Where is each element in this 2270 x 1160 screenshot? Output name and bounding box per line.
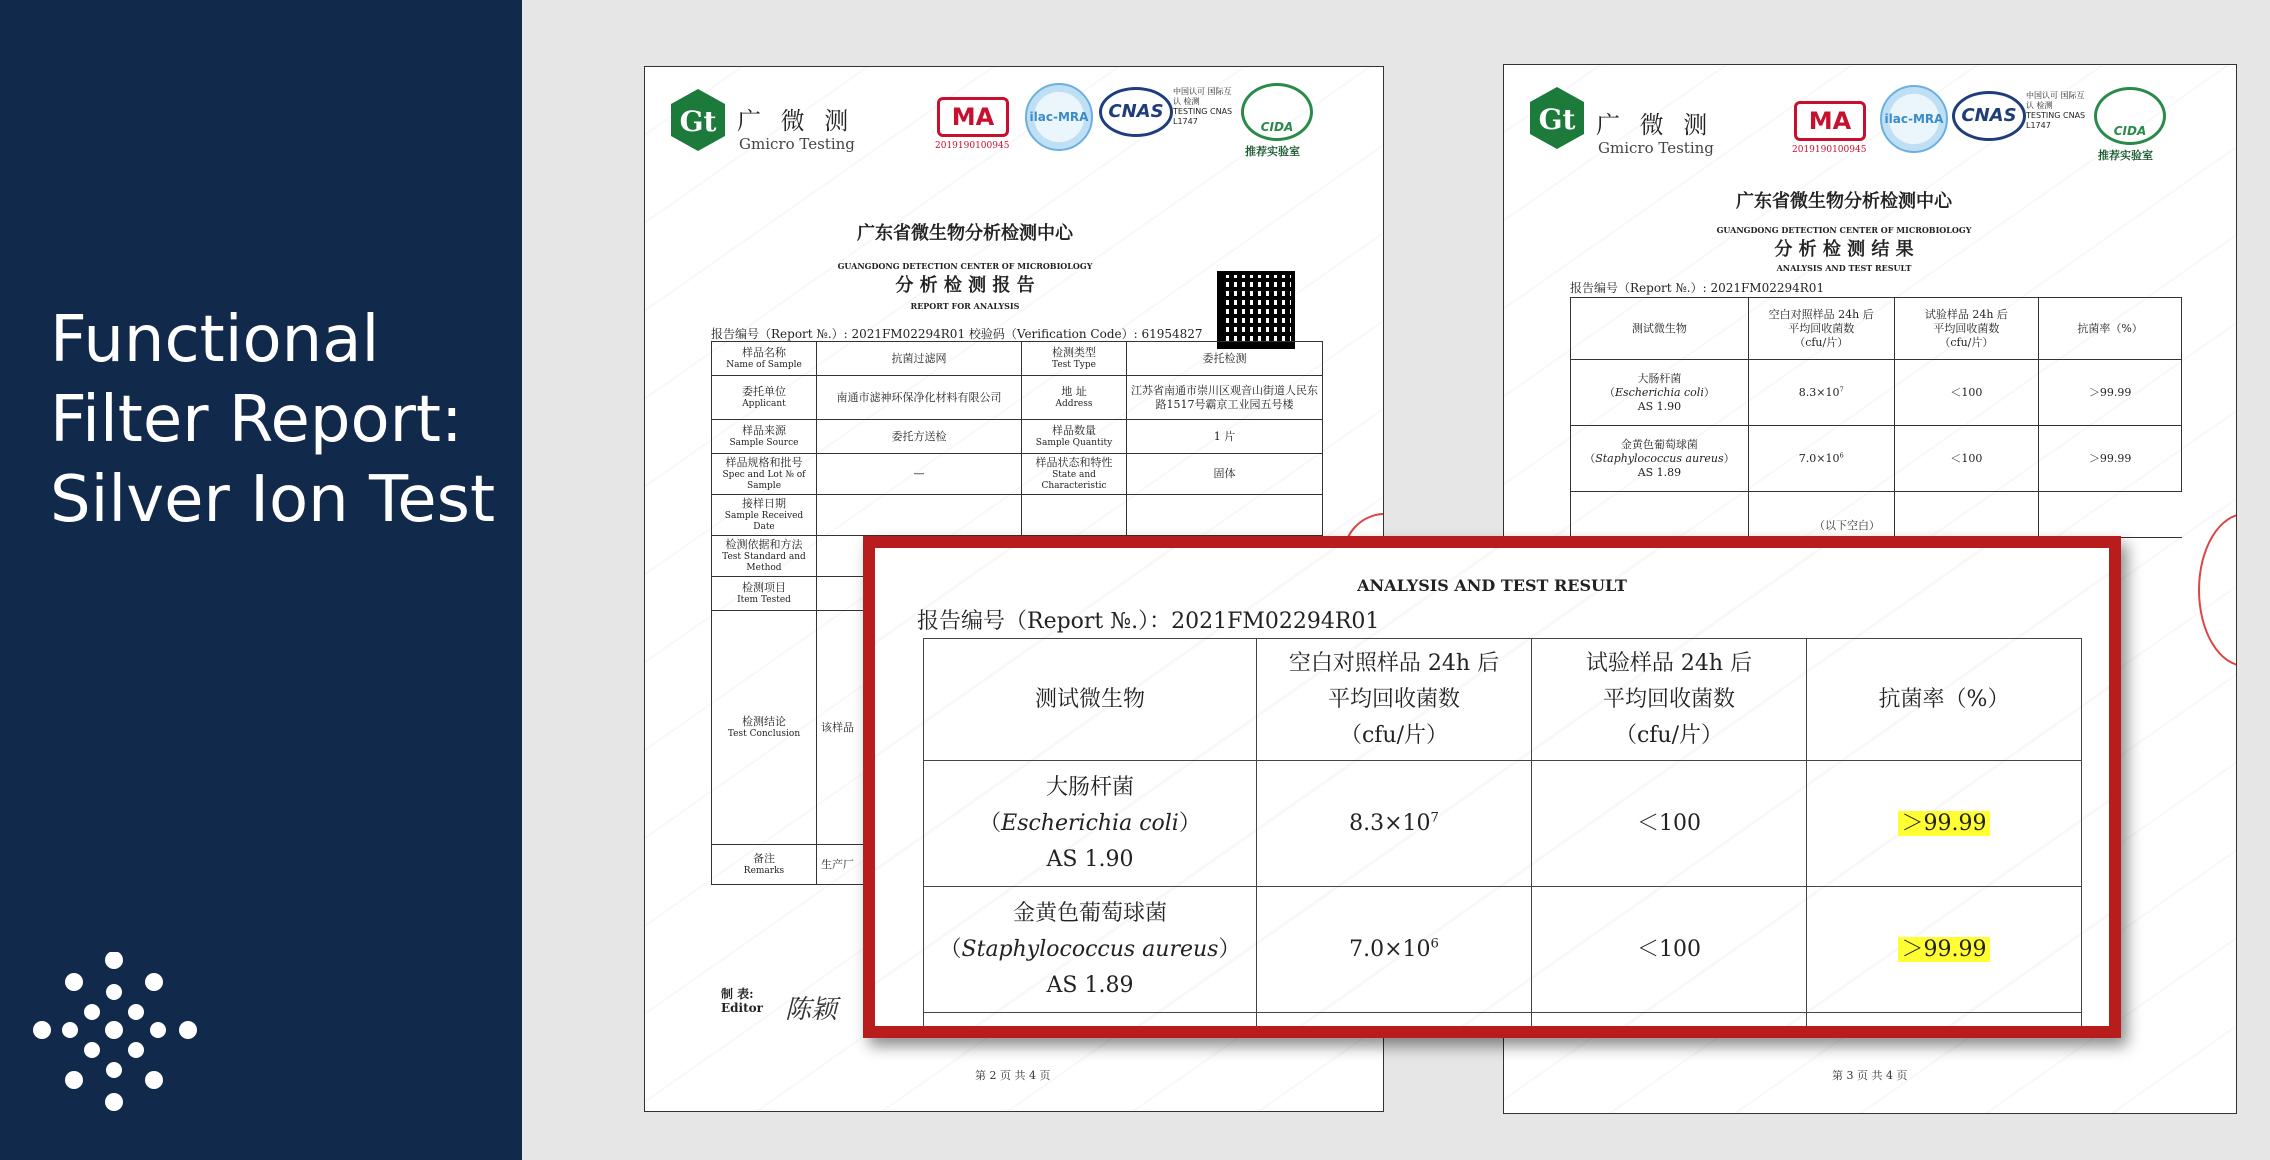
field-label bbox=[712, 495, 817, 536]
field-label-en: Test Type bbox=[1052, 360, 1096, 370]
field-value bbox=[817, 420, 1022, 454]
field-value-text: 1 片 bbox=[1213, 429, 1236, 443]
field-value-text: 生产厂 bbox=[821, 857, 854, 871]
field-value-text: 委托检测 bbox=[1202, 351, 1247, 365]
control-count-exponent: 7 bbox=[1839, 384, 1844, 393]
field-value bbox=[817, 376, 1022, 420]
page-number-left: 第 2 页 共 4 页 bbox=[975, 1069, 1051, 1082]
empty-cell bbox=[2039, 492, 2182, 538]
field-value bbox=[1127, 342, 1323, 376]
field-value bbox=[1127, 420, 1323, 454]
column-header bbox=[1532, 639, 1807, 761]
field-label-en: Address bbox=[1055, 399, 1093, 409]
column-header-line: 空白对照样品 24h 后 bbox=[1288, 650, 1500, 676]
column-header-line: 抗菌率（%） bbox=[2077, 321, 2143, 335]
field-value bbox=[817, 454, 1022, 495]
microorganism-latin-text: Escherichia coli bbox=[1001, 810, 1179, 836]
field-value bbox=[817, 495, 1022, 536]
field-label bbox=[712, 577, 817, 611]
lab-name-en: Gmicro Testing bbox=[1598, 139, 1714, 157]
test-count-cell bbox=[1532, 887, 1807, 1013]
test-count-value: ＜100 bbox=[1950, 385, 1983, 399]
column-header-line: 平均回收菌数 bbox=[1933, 321, 2000, 335]
field-label-cn: 备注 bbox=[753, 852, 775, 865]
column-header-line: （cfu/片） bbox=[1339, 722, 1449, 748]
svg-text:Gt: Gt bbox=[1538, 103, 1576, 136]
cma-number: 2019190100945 bbox=[935, 141, 1010, 151]
column-header bbox=[1257, 639, 1532, 761]
report-title-cn: 分 析 检 测 报 告 bbox=[895, 275, 1035, 296]
center-name-cn: 广东省微生物分析检测中心 bbox=[857, 223, 1073, 244]
report-number-line: 报告编号（Report №.）: 2021FM02294R01 bbox=[1570, 281, 1825, 295]
microorganism-latin-text: Staphylococcus aureus bbox=[1595, 451, 1724, 465]
cida-mark-icon: CIDA bbox=[2094, 87, 2166, 145]
control-count-base: 7.0×10 bbox=[1798, 451, 1840, 465]
field-value-text: 抗菌过滤网 bbox=[891, 351, 947, 365]
microorganism-latin-text: Escherichia coli bbox=[1615, 385, 1704, 399]
field-label-cn: 检测项目 bbox=[742, 581, 786, 594]
table-row bbox=[712, 342, 1323, 376]
field-label-en: Name of Sample bbox=[726, 360, 802, 370]
column-header-line: 试验样品 24h 后 bbox=[1585, 650, 1753, 676]
strain-number: AS 1.90 bbox=[1046, 846, 1134, 872]
empty-cell bbox=[1257, 1013, 1532, 1039]
ilac-mra-mark-icon: ilac-MRA bbox=[1880, 85, 1948, 153]
table-row bbox=[712, 495, 1323, 536]
sidebar bbox=[0, 0, 522, 1160]
field-value bbox=[817, 342, 1022, 376]
field-value-text: 南通市滤神环保净化材料有限公司 bbox=[836, 390, 1002, 404]
antibacterial-rate-value: ＞99.99 bbox=[1898, 937, 1991, 962]
column-header-line: （cfu/片） bbox=[1614, 722, 1724, 748]
blank-below-note: （以下空白） bbox=[1814, 519, 1880, 532]
table-header-row bbox=[924, 639, 2082, 761]
field-label-cn: 委托单位 bbox=[742, 385, 786, 398]
column-header bbox=[1571, 298, 1749, 360]
field-label-en: Applicant bbox=[742, 399, 786, 409]
antibacterial-rate-value: ＞99.99 bbox=[2088, 451, 2132, 465]
gmicro-logo-icon bbox=[1528, 85, 1586, 151]
test-count-value: ＜100 bbox=[1950, 451, 1983, 465]
cida-mark-icon: CIDA bbox=[1241, 83, 1313, 141]
antibacterial-rate-cell bbox=[1807, 761, 2082, 887]
test-count-cell bbox=[1894, 426, 2039, 492]
field-value bbox=[1127, 454, 1323, 495]
field-value-text: 该样品 bbox=[821, 720, 854, 734]
empty-cell bbox=[1532, 1013, 1807, 1039]
microorganism-name-latin: （Staphylococcus aureus） bbox=[1584, 451, 1735, 465]
column-header-line: （cfu/片） bbox=[1794, 335, 1849, 349]
field-label bbox=[712, 845, 817, 885]
cnas-accreditation-text: 中国认可 国际互认 检测 TESTING CNAS L1747 bbox=[2026, 91, 2086, 130]
slide-title: Functional Filter Report: Silver Ion Test bbox=[50, 303, 496, 537]
control-count-base: 7.0×10 bbox=[1349, 936, 1431, 962]
microorganism-name-cn: 金黄色葡萄球菌 bbox=[1620, 437, 1698, 451]
column-header-line: 平均回收菌数 bbox=[1327, 686, 1460, 712]
editor-signature: 陈颖 bbox=[785, 995, 838, 1025]
page-number-right: 第 3 页 共 4 页 bbox=[1832, 1069, 1908, 1082]
column-header bbox=[924, 639, 1257, 761]
field-label-en: Test Conclusion bbox=[727, 729, 801, 739]
microorganism-cell bbox=[1571, 360, 1749, 426]
table-row bbox=[712, 376, 1323, 420]
field-label bbox=[1022, 342, 1127, 376]
recommended-lab-label: 推荐实验室 bbox=[1245, 145, 1300, 158]
microorganism-name-cn: 大肠杆菌 bbox=[1045, 774, 1134, 800]
field-value bbox=[1127, 376, 1323, 420]
empty-cell bbox=[924, 1013, 1257, 1039]
company-logo-dots-icon bbox=[22, 952, 212, 1142]
antibacterial-rate-cell bbox=[1807, 887, 2082, 1013]
empty-cell bbox=[1894, 492, 2039, 538]
column-header bbox=[1748, 298, 1894, 360]
table-row bbox=[712, 454, 1323, 495]
column-header bbox=[1894, 298, 2039, 360]
field-value-text: 固体 bbox=[1213, 467, 1236, 480]
control-count-cell bbox=[1257, 761, 1532, 887]
callout-report-number: 报告编号（Report №.）：2021FM02294R01 bbox=[917, 609, 1380, 634]
field-label bbox=[1022, 420, 1127, 454]
table-row bbox=[1571, 360, 2182, 426]
empty-cell bbox=[1807, 1013, 2082, 1039]
field-value-text: 委托方送检 bbox=[891, 429, 947, 443]
column-header-line: 平均回收菌数 bbox=[1602, 686, 1735, 712]
control-count-exponent: 6 bbox=[1430, 936, 1439, 952]
control-count-cell bbox=[1748, 360, 1894, 426]
microorganism-name-cn: 大肠杆菌 bbox=[1637, 371, 1682, 385]
table-header-row bbox=[1571, 298, 2182, 360]
empty-row bbox=[924, 1013, 2082, 1039]
editor-label-en: Editor bbox=[721, 1001, 763, 1015]
cma-mark-icon: MA bbox=[1794, 101, 1866, 141]
field-value-text: — bbox=[913, 467, 925, 480]
control-count-base: 8.3×10 bbox=[1798, 385, 1840, 399]
field-label-en: State and Characteristic bbox=[1041, 470, 1107, 491]
column-header-line: 测试微生物 bbox=[1034, 686, 1145, 712]
antibacterial-result-table bbox=[923, 638, 2082, 1038]
test-count-value: ＜100 bbox=[1637, 936, 1701, 962]
antibacterial-rate-value: ＞99.99 bbox=[1898, 811, 1991, 836]
red-seal-partial-icon bbox=[2198, 513, 2237, 667]
center-name-cn: 广东省微生物分析检测中心 bbox=[1736, 191, 1952, 212]
strain-number: AS 1.89 bbox=[1637, 465, 1682, 479]
antibacterial-rate-value: ＞99.99 bbox=[2088, 385, 2132, 399]
cnas-mark-icon: CNAS bbox=[1952, 91, 2026, 141]
field-label bbox=[712, 454, 817, 495]
field-label bbox=[1022, 495, 1127, 536]
control-count-exponent: 7 bbox=[1430, 810, 1439, 826]
center-name-en: GUANGDONG DETECTION CENTER OF MICROBIOLOGY bbox=[1716, 225, 1972, 235]
zoomed-result-callout bbox=[863, 536, 2121, 1038]
field-label-cn: 样品数量 bbox=[1052, 424, 1096, 437]
lab-name-cn: 广 微 测 bbox=[1596, 111, 1714, 139]
antibacterial-rate-cell bbox=[2039, 360, 2182, 426]
field-label-en: Test Standard and Method bbox=[722, 552, 806, 573]
small-result-table bbox=[1570, 297, 2182, 538]
cnas-accreditation-text: 中国认可 国际互认 检测 TESTING CNAS L1747 bbox=[1173, 87, 1233, 126]
field-label-cn: 样品状态和特性 bbox=[1035, 456, 1113, 469]
column-header-line: 测试微生物 bbox=[1631, 321, 1687, 335]
field-label-en: Remarks bbox=[743, 866, 785, 876]
cnas-mark-icon: CNAS bbox=[1099, 87, 1173, 137]
ilac-mra-mark-icon: ilac-MRA bbox=[1025, 83, 1093, 151]
field-label-en: Sample Source bbox=[729, 438, 799, 448]
lab-name-cn: 广 微 测 bbox=[737, 107, 855, 135]
test-count-cell bbox=[1532, 761, 1807, 887]
microorganism-name-latin: （Escherichia coli） bbox=[979, 810, 1201, 836]
field-label-cn: 检测依据和方法 bbox=[725, 538, 803, 551]
field-label-cn: 检测结论 bbox=[742, 715, 786, 728]
empty-cell bbox=[1571, 492, 1749, 538]
microorganism-latin-text: Staphylococcus aureus bbox=[961, 936, 1219, 962]
microorganism-name-latin: （Escherichia coli） bbox=[1604, 385, 1715, 399]
column-header-line: 抗菌率（%） bbox=[1878, 686, 2010, 712]
lab-name-en: Gmicro Testing bbox=[739, 135, 855, 153]
result-title-cn: 分 析 检 测 结 果 bbox=[1774, 239, 1914, 260]
column-header bbox=[2039, 298, 2182, 360]
field-label-en: Item Tested bbox=[737, 595, 791, 605]
recommended-lab-label: 推荐实验室 bbox=[2098, 149, 2153, 162]
microorganism-name-cn: 金黄色葡萄球菌 bbox=[1012, 900, 1167, 926]
table-row bbox=[924, 887, 2082, 1013]
center-name-en: GUANGDONG DETECTION CENTER OF MICROBIOLOGY bbox=[837, 261, 1093, 271]
report-title-en: REPORT FOR ANALYSIS bbox=[910, 301, 1020, 311]
callout-title-en: ANALYSIS AND TEST RESULT bbox=[1357, 576, 1627, 595]
field-label-cn: 检测类型 bbox=[1052, 346, 1096, 359]
cma-mark-icon: MA bbox=[937, 97, 1009, 137]
microorganism-name-latin: （Staphylococcus aureus） bbox=[939, 936, 1241, 962]
field-label-cn: 样品来源 bbox=[742, 424, 786, 437]
field-label bbox=[712, 342, 817, 376]
field-label-en: Sample Received Date bbox=[724, 511, 804, 532]
gmicro-logo-icon bbox=[669, 87, 727, 153]
control-count-cell bbox=[1257, 887, 1532, 1013]
test-count-cell bbox=[1894, 360, 2039, 426]
test-count-value: ＜100 bbox=[1637, 810, 1701, 836]
field-label bbox=[712, 536, 817, 577]
control-count-base: 8.3×10 bbox=[1349, 810, 1431, 836]
field-value-text: 江苏省南通市崇川区观音山街道人民东路1517号霸京工业园五号楼 bbox=[1131, 383, 1318, 411]
field-label bbox=[712, 376, 817, 420]
table-row bbox=[712, 420, 1323, 454]
field-label-en: Sample Quantity bbox=[1035, 438, 1113, 448]
control-count-exponent: 6 bbox=[1839, 450, 1844, 459]
microorganism-cell bbox=[924, 887, 1257, 1013]
table-row bbox=[924, 761, 2082, 887]
strain-number: AS 1.89 bbox=[1046, 972, 1134, 998]
field-label bbox=[1022, 454, 1127, 495]
microorganism-cell bbox=[924, 761, 1257, 887]
strain-number: AS 1.90 bbox=[1637, 399, 1682, 413]
svg-text:Gt: Gt bbox=[679, 105, 717, 138]
field-value bbox=[1127, 495, 1323, 536]
control-count-cell bbox=[1748, 426, 1894, 492]
editor-label-cn: 制 表: bbox=[721, 987, 754, 1001]
field-label bbox=[712, 420, 817, 454]
field-label-en: Spec and Lot № of Sample bbox=[722, 470, 806, 491]
column-header bbox=[1807, 639, 2082, 761]
qr-code-icon bbox=[1217, 271, 1295, 349]
field-label-cn: 接样日期 bbox=[742, 497, 786, 510]
field-label bbox=[1022, 376, 1127, 420]
field-label-cn: 样品名称 bbox=[742, 346, 786, 359]
result-title-en: ANALYSIS AND TEST RESULT bbox=[1776, 263, 1912, 273]
field-label-cn: 样品规格和批号 bbox=[725, 456, 803, 469]
field-label-cn: 地 址 bbox=[1061, 385, 1087, 398]
cma-number: 2019190100945 bbox=[1792, 145, 1867, 155]
column-header-line: （cfu/片） bbox=[1939, 335, 1994, 349]
column-header-line: 试验样品 24h 后 bbox=[1924, 307, 2008, 321]
microorganism-cell bbox=[1571, 426, 1749, 492]
antibacterial-rate-cell bbox=[2039, 426, 2182, 492]
table-row bbox=[1571, 426, 2182, 492]
column-header-line: 空白对照样品 24h 后 bbox=[1768, 307, 1874, 321]
column-header-line: 平均回收菌数 bbox=[1788, 321, 1855, 335]
report-number-line: 报告编号（Report №.）: 2021FM02294R01 校验码（Verification Code）: 61954827 bbox=[711, 327, 1203, 341]
field-label bbox=[712, 611, 817, 845]
